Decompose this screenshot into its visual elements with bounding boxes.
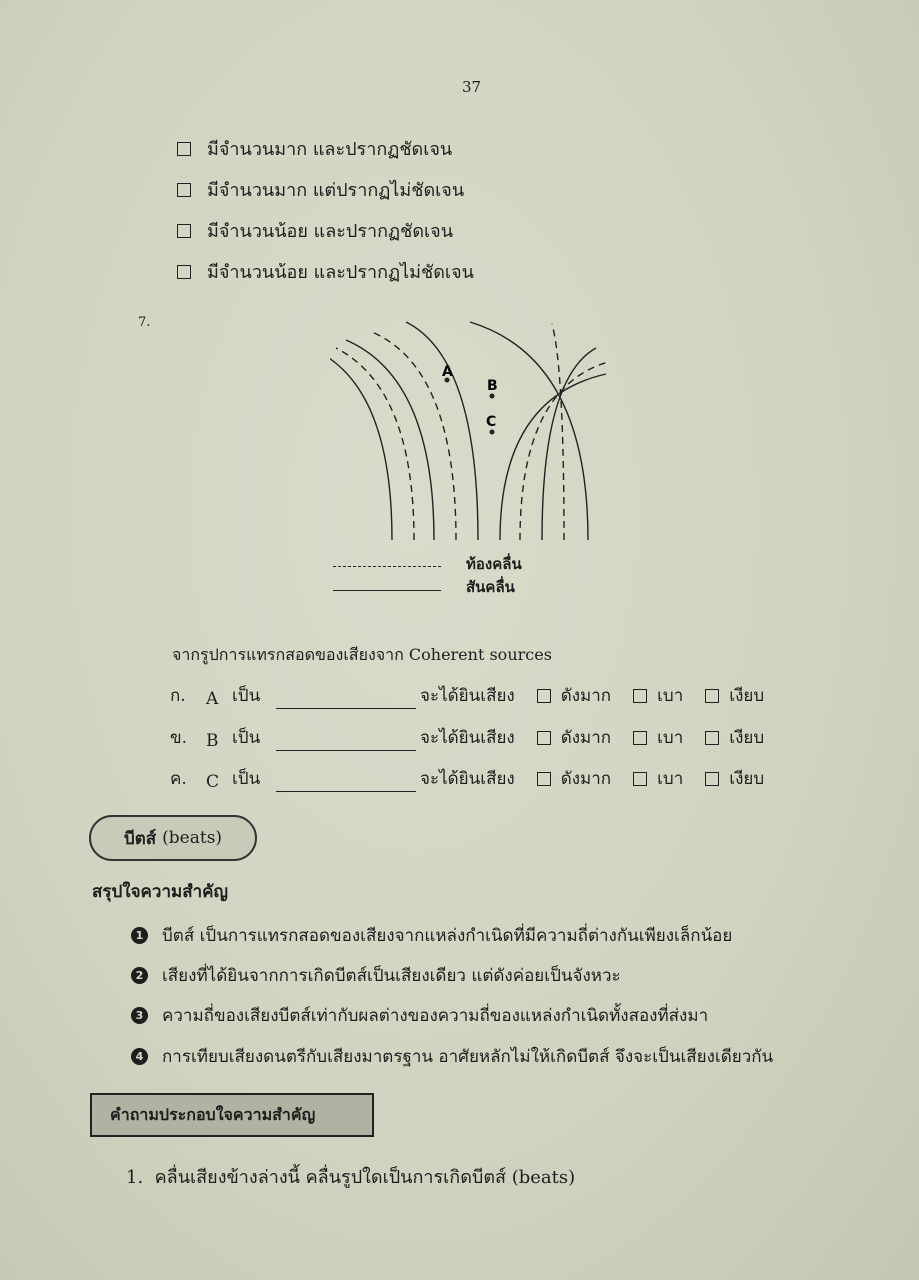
summary-point: 4 การเทียบเสียงดนตรีกับเสียงมาตรฐาน อาศัยหลักไม่ให้เกิดบีตส์ จึงจะเป็นเสียงเดียวกัน xyxy=(131,1043,773,1070)
summary-heading: สรุปใจความสำคัญ xyxy=(92,882,229,902)
wave-crest-left xyxy=(406,322,478,540)
choice-label: มีจำนวนน้อย และปรากฏไม่ชัดเจน xyxy=(207,262,474,283)
checkbox[interactable] xyxy=(177,224,191,238)
number-bullet: 3 xyxy=(131,1007,148,1024)
answer-blank[interactable] xyxy=(276,692,416,709)
legend-crest-label: สันคลื่น xyxy=(466,578,515,596)
option-silent[interactable]: เงียบ xyxy=(705,724,764,751)
point-c-label: C xyxy=(486,414,497,430)
legend-solid-line xyxy=(333,590,441,591)
legend-dashed-line xyxy=(333,566,441,567)
summary-point: 2 เสียงที่ได้ยินจากการเกิดบีตส์เป็นเสียงเดียว แต่ดังค่อยเป็นจังหวะ xyxy=(131,962,621,989)
question-1: 1. คลื่นเสียงข้างล่างนี้ คลื่นรูปใดเป็นการเกิดบีตส์ (beats) xyxy=(126,1167,576,1188)
choice-option[interactable] xyxy=(177,134,452,163)
wave-crest-left xyxy=(346,340,434,540)
option-loud[interactable]: ดังมาก xyxy=(537,765,611,792)
number-bullet: 4 xyxy=(131,1048,148,1065)
summary-point: 1 บีตส์ เป็นการแทรกสอดของเสียงจากแหล่งกำเนิดที่มีความถี่ต่างกันเพียงเล็กน้อย xyxy=(131,922,732,949)
number-bullet: 1 xyxy=(131,927,148,944)
answer-blank[interactable] xyxy=(276,734,416,751)
number-bullet: 2 xyxy=(131,967,148,984)
option-silent[interactable]: เงียบ xyxy=(705,682,764,709)
legend-trough-label: ท้องคลื่น xyxy=(466,555,522,573)
option-silent[interactable]: เงียบ xyxy=(705,765,764,792)
choice-option[interactable] xyxy=(177,216,453,245)
answer-row: ข. B เป็น จะได้ยินเสียง ดังมาก เบา เงียบ xyxy=(170,724,786,751)
choice-option[interactable] xyxy=(177,257,474,286)
choice-label: มีจำนวนมาก และปรากฏชัดเจน xyxy=(207,139,453,160)
wave-crest-right xyxy=(470,322,588,540)
answer-blank[interactable] xyxy=(276,775,416,792)
point-b-dot xyxy=(490,394,495,399)
point-c-dot xyxy=(490,430,495,435)
interference-diagram xyxy=(330,318,620,548)
question-prompt: จากรูปการแทรกสอดของเสียงจาก Coherent sources xyxy=(172,645,552,664)
point-b-label: B xyxy=(487,378,498,394)
wave-trough-left xyxy=(336,348,414,540)
choice-label: มีจำนวนมาก แต่ปรากฏไม่ชัดเจน xyxy=(207,180,465,201)
checkbox[interactable] xyxy=(177,142,191,156)
answer-row: ก. A เป็น จะได้ยินเสียง ดังมาก เบา เงียบ xyxy=(170,682,786,709)
questions-heading-box: คำถามประกอบใจความสำคัญ xyxy=(90,1093,374,1137)
option-soft[interactable]: เบา xyxy=(633,682,683,709)
point-a-label: A xyxy=(442,364,453,380)
summary-point: 3 ความถี่ของเสียงบีตส์เท่ากับผลต่างของความถี่ของแหล่งกำเนิดทั้งสองที่ส่งมา xyxy=(131,1002,708,1029)
page-number: 37 xyxy=(462,78,482,96)
choice-option[interactable] xyxy=(177,175,464,204)
section-title-pill: บีตส์ (beats) xyxy=(89,815,257,861)
choice-label: มีจำนวนน้อย และปรากฏชัดเจน xyxy=(207,221,454,242)
answer-row: ค. C เป็น จะได้ยินเสียง ดังมาก เบา เงียบ xyxy=(170,765,786,792)
wave-trough-right xyxy=(552,324,564,540)
option-soft[interactable]: เบา xyxy=(633,724,683,751)
option-soft[interactable]: เบา xyxy=(633,765,683,792)
checkbox[interactable] xyxy=(177,265,191,279)
question-number: 7. xyxy=(138,315,151,330)
option-loud[interactable]: ดังมาก xyxy=(537,682,611,709)
checkbox[interactable] xyxy=(177,183,191,197)
option-loud[interactable]: ดังมาก xyxy=(537,724,611,751)
wave-crest-right xyxy=(500,374,606,540)
wave-crest-left xyxy=(330,356,392,540)
